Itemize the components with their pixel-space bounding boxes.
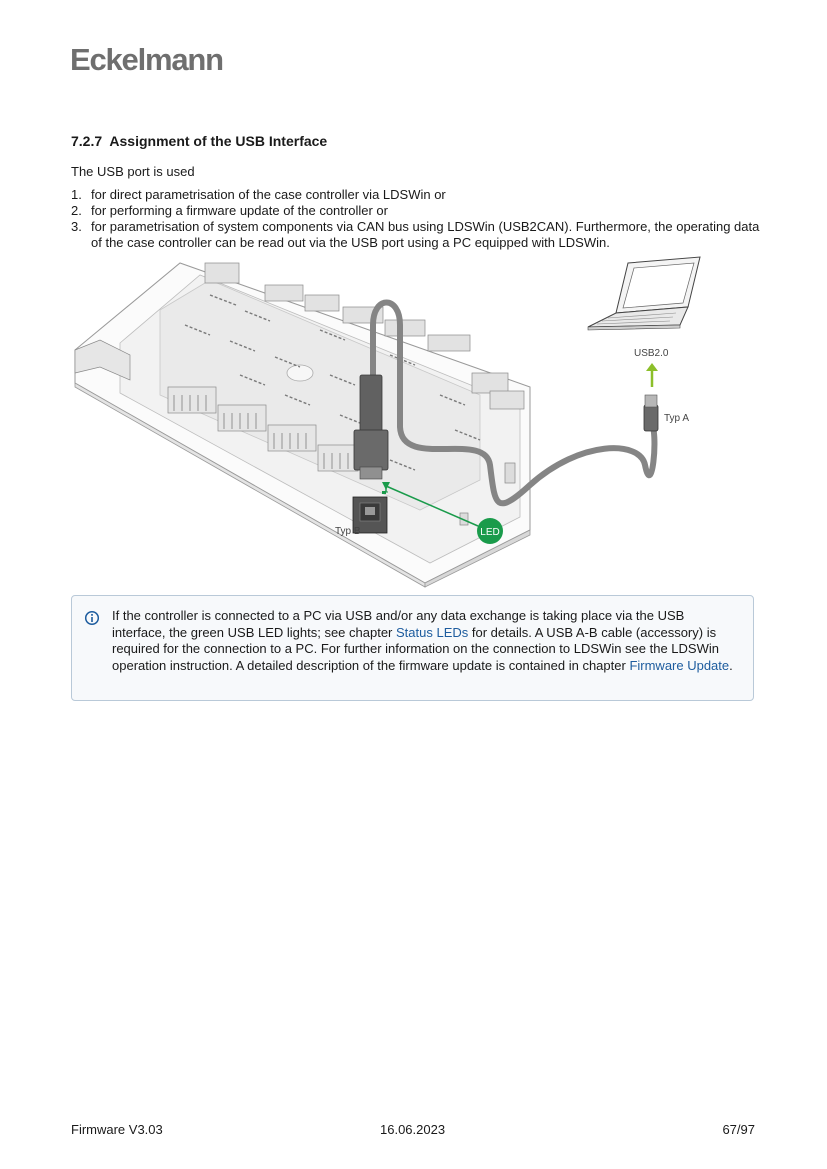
list-text: for performing a firmware update of the controller or: [91, 203, 388, 218]
footer-version: Firmware V3.03: [71, 1122, 163, 1137]
list-item: [71, 219, 771, 251]
firmware-update-link[interactable]: Firmware Update: [629, 657, 730, 673]
section-number: 7.2.7: [71, 133, 103, 149]
list-item: [71, 187, 771, 203]
usb-a-plug: [644, 395, 658, 431]
status-leds-link[interactable]: Status LEDs: [396, 624, 469, 640]
typ-b-label: Typ B: [335, 526, 361, 537]
info-icon: [84, 610, 100, 626]
controller-illustration: [75, 263, 530, 587]
laptop-illustration: [588, 257, 700, 330]
footer-page-number: 67/97: [722, 1122, 755, 1137]
info-box: [71, 595, 754, 701]
list-text: for direct parametrisation of the case controller via LDSWin or: [91, 187, 446, 202]
intro-text: The USB port is used: [71, 164, 195, 179]
footer-date: 16.06.2023: [380, 1122, 446, 1137]
info-text: If the controller is connected to a PC via USB and/or any data exchange is taking place via the USB interface, the green USB LED lights; see chapter: [112, 608, 685, 640]
usage-list: [71, 187, 771, 251]
led-label: LED: [480, 527, 500, 538]
upload-arrow: [646, 363, 658, 387]
list-item: [71, 203, 771, 219]
typ-a-label: Typ A: [664, 413, 690, 424]
info-text: for details. A USB A-B cable (accessory) is required for the connection to a PC. For further information on the connection to LDSWin see the LDSWin operation instruction. A detailed description of the firmware update is contained in chapter: [112, 624, 719, 673]
list-number: 1.: [71, 187, 82, 202]
section-heading: [71, 133, 327, 149]
info-text: .: [729, 657, 733, 673]
usb-connection-figure: [60, 255, 760, 590]
list-text: for parametrisation of system components via CAN bus using LDSWin (USB2CAN). Furthermore, the operating data of the case controller can be read out via the USB port using a PC equipped with LDSWin.: [91, 219, 760, 250]
list-number: 2.: [71, 203, 82, 218]
usb-label: USB2.0: [634, 348, 669, 359]
list-number: 3.: [71, 219, 82, 234]
company-logo: Eckelmann: [70, 42, 223, 77]
section-title: Assignment of the USB Interface: [109, 133, 328, 149]
